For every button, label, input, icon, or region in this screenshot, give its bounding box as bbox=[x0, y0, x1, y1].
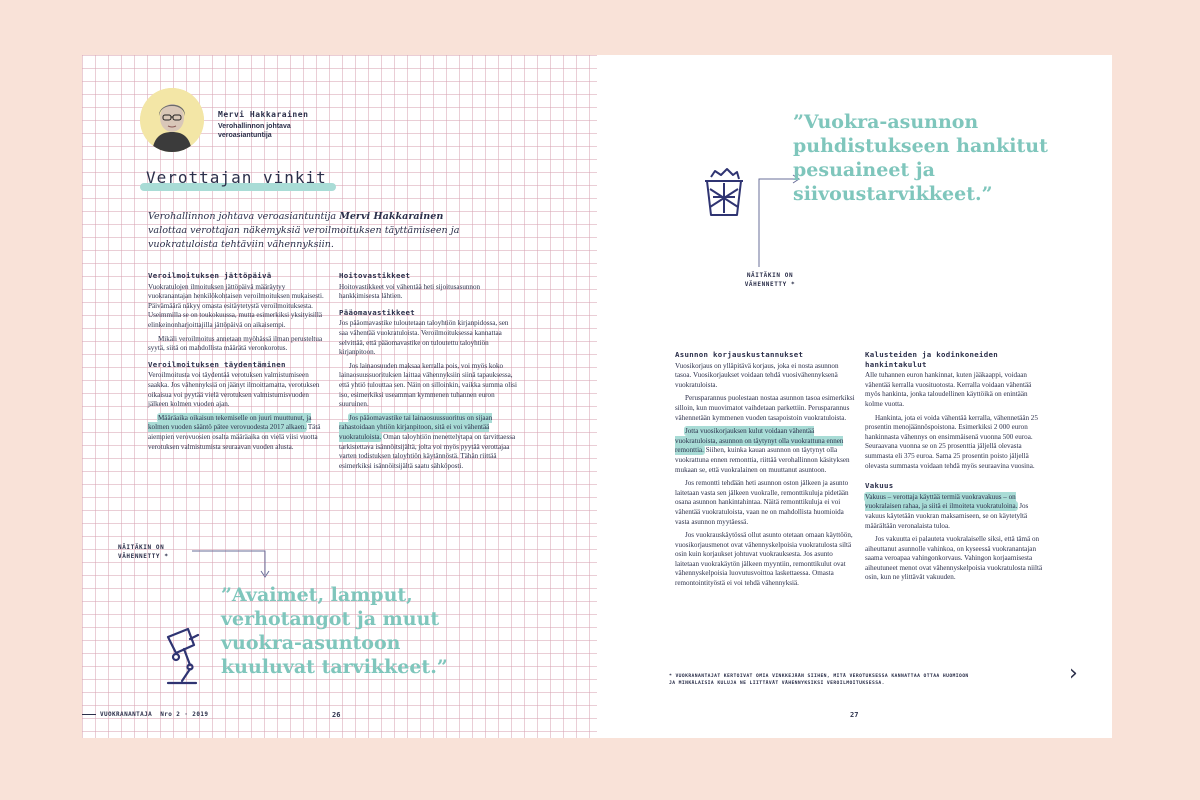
author-role: Verohallinnon johtava veroasiantuntija bbox=[218, 123, 291, 139]
paragraph: Mikäli veroilmoitus annetaan myöhässä ilman perusteltua syytä, siitä on mahdollista määrätä veronkorotus. bbox=[148, 334, 323, 353]
author-photo bbox=[140, 88, 204, 152]
paragraph: Veroilmoitusta voi täydentää verotuksen valmistumiseen saakka. Jos vähennyksiä on jäänyt ilmoittamatta, verotuksen oikaisua voi pyytää vielä verotuksen valmistumisvuoden jälkeen kolmen vuoden ajan. bbox=[148, 371, 320, 409]
paragraph: Hankinta, jota ei voida vähentää kerralla, vähennetään 25 prosentin menojäännöspoistona. Esimerkiksi 2 000 euron hankinnasta vähennys on ensimmäisenä vuonna 500 euroa. Seuraavana vuonna se on 25 prosenttia jäljellä olevasta summasta eli 375 euroa. Sama 25 prosentin poisto jäljellä olevasta summasta voidaan tehdä myös seuraavina vuosina. bbox=[865, 413, 1038, 470]
right-page bbox=[597, 55, 1112, 738]
deduction-note-right: NÄITÄKIN ON VÄHENNETTY * bbox=[744, 272, 796, 288]
highlighted-text: Määräaika oikaisun tekemiselle on juuri muuttunut, ja kolmen vuoden sääntö pätee verovuodesta 2017 alkaen. bbox=[148, 413, 312, 432]
section-heading: Vakuus bbox=[865, 481, 894, 491]
chevron-right-icon[interactable]: › bbox=[1069, 661, 1078, 686]
section-heading: Hoitovastikkeet bbox=[339, 271, 411, 280]
highlighted-text: Jos pääomavastike tai lainaosuussuoritus on sijaan rahastoidaan yhtiön kirjanpitoon, sitä ei voi vähentää vuokratuloista. bbox=[339, 413, 493, 441]
lead-name: Mervi Hakkarainen bbox=[339, 211, 444, 222]
right-column-2 bbox=[865, 350, 1045, 589]
highlighted-text: Vakuus – verottaja käyttää termiä vuokravakuus – on vuokralaisen rahaa, ja siitä ei ilmoiteta vuokratuloina. bbox=[865, 492, 1018, 511]
pull-quote-right: ”Vuokra-asunnon puhdistukseen hankitut pesuaineet ja siivoustarvikkeet.” bbox=[793, 111, 1048, 205]
paragraph: Jos lainaosuuden maksaa kerralla pois, voi myös koko lainaosuussuorituksen laittaa vähennyksiin siinä tapauksessa, että yhtiö tulouttaa sen. Näin on silloinkin, vaikka summa olisi iso, esimerkiksi useamman kymmenen tuhannen euron suuruinen. bbox=[339, 361, 517, 409]
author-name: Mervi Hakkarainen bbox=[218, 110, 309, 119]
section-heading: Veroilmoituksen jättöpäivä bbox=[148, 271, 272, 280]
section-heading: Kalusteiden ja kodinkoneiden hankintakulut bbox=[865, 350, 998, 369]
desk-lamp-icon bbox=[154, 625, 214, 687]
paragraph: Jos pääomavastike tuloutetaan taloyhtiön kirjanpidossa, sen saa vähentää vuokratuloista. Veroilmoituksessa kannattaa selvittää, että pääomavastike on tuloutettu taloyhtiön kirjanpitoon. bbox=[339, 319, 509, 357]
left-page bbox=[82, 55, 597, 738]
paragraph: Vuosikorjaus on ylläpitävä korjaus, joka ei nosta asunnon tasoa. Vuosikorjaukset voidaan tehdä vuosivähennyksenä vuokratuloista. bbox=[675, 361, 839, 389]
footer-rule bbox=[82, 714, 96, 715]
right-column-1 bbox=[675, 350, 855, 595]
author-portrait-icon bbox=[140, 88, 204, 152]
left-column-1 bbox=[148, 271, 328, 458]
highlighted-text: Jotta vuosikorjauksen kulut voidaan vähentää vuokratuloista, asunnon on täytynyt olla vuokrattuna ennen remonttia. bbox=[675, 427, 844, 455]
section-heading: Pääomavastikkeet bbox=[339, 307, 415, 317]
footnote: * VUOKRANANTAJAT KERTOIVAT OMIA VINKKEJÄÄN SIIHEN, MITÄ VEROTUKSESSA KANNATTAA OTTAA HUOMIOON JA MINKÄLAISIA KULUJA NE LIITTÄVÄT VÄHENNYKSIKSI VEROILMOITUKSESSA. bbox=[669, 674, 969, 686]
paragraph: Jos remontti tehdään heti asunnon oston jälkeen ja asunto laitetaan vasta sen jälkeen vuokralle, remonttikuluja pidetään osana asunnon hankintahintaa. Näitä remonttikuluja ei voi vähentää vuokratuloista, vaan ne on mahdollista huomioida vasta asunnon myytäessä. bbox=[675, 479, 849, 526]
paragraph: Jos vuokrauskäytössä ollut asunto otetaan omaan käyttöön, vuosikorjausmenot ovat vähennyskelpoisia vuokratulosta siltä osin kuin korjaukset johtuvat vuokrauksesta. Jos asunto laitetaan vuokrakäytön jälkeen myyntiin, remonttikulut ovat vähennyskelpoisia luovutusvoittoa laskettaessa. Omasta remontointityöstä ei voi tehdä vähennyksiä. bbox=[675, 531, 853, 588]
lead-post: valottaa verottajan näkemyksiä veroilmoituksen täyttämiseen ja vuokratuloista tehtäviin vähennyksiin. bbox=[148, 225, 460, 250]
paragraph: Vuokratulojen ilmoituksen jättöpäivä määräytyy vuokranantajan henkilökohtaisen veroilmoituksen mukaisesti. Päivämäärä näkyy omasta esitäytetystä veroilmoituksesta. Useimmilla se on toukokuussa, mutta esimerkiksi yksityisillä elinkeinonharjoittajilla jättöpäivä on aikaisempi. bbox=[148, 282, 324, 329]
paragraph bbox=[339, 414, 517, 472]
page-number-right: 27 bbox=[850, 711, 859, 719]
footer-brand: VUOKRANANTAJA bbox=[100, 711, 153, 718]
page-title: Verottajan vinkit bbox=[146, 168, 327, 187]
title-wrap bbox=[140, 168, 333, 187]
text: Tätä aiempien verovuosien osalta määräaika on vielä viisi vuotta verotuksen valmistumista seuraavan vuoden alusta. bbox=[148, 423, 321, 451]
lead-pre: Verohallinnon johtava veroasiantuntija bbox=[148, 211, 340, 222]
pull-quote: ”Avaimet, lamput, verhotangot ja muut vuokra-asuntoon kuuluvat tarvikkeet.” bbox=[221, 584, 448, 678]
paragraph: Jos vakuutta ei palauteta vuokralaiselle siksi, että tämä on aiheuttanut asunnolle vahinkoa, on kyseessä vuokranantajan saama veroapaa vahingonkorvaus. Vahingon korjaamisesta aiheutuneet menot ovat vähennyskelpoisia vuokratulosta niiltä osin, kun ne ylittävät vakuuden. bbox=[865, 535, 1043, 582]
deduction-note: NÄITÄKIN ON VÄHENNETTY * bbox=[118, 544, 169, 560]
page-number: 26 bbox=[332, 711, 341, 719]
text: Siihen, kuinka kauan asunnon on täytynyt olla vuokrattuna ennen remonttia, riittää verohallinnon käsityksen mukaan se, että vuokralainen on muuttanut asuntoon. bbox=[675, 446, 850, 474]
trash-bin-icon bbox=[701, 167, 747, 219]
footer-info bbox=[100, 711, 208, 718]
text: Jos vakuus käytetään vuokran maksamiseen, se on käytetyltä määrältään veronalaista tuloa. bbox=[865, 502, 1029, 530]
arrow-connector-icon bbox=[190, 545, 275, 581]
left-column-2 bbox=[339, 271, 517, 477]
paragraph bbox=[675, 427, 855, 475]
lead-paragraph bbox=[148, 210, 468, 252]
text: Oman taloyhtiön menettelytapa on tarvittaessa tarkistettava isännöitsijältä, jolta voi myös pyytää verottajaa varten todistuksen taloyhtiön käytännöstä. Tähän riittää esimerkiksi isännöitsijältä saatu sähköposti. bbox=[339, 432, 516, 470]
section-heading: Asunnon korjauskustannukset bbox=[675, 350, 804, 359]
paragraph bbox=[148, 414, 328, 452]
paragraph bbox=[865, 493, 1045, 531]
paragraph: Hoitovastikkeet voi vähentää heti sijoitusasunnon hankkimisesta lähtien. bbox=[339, 282, 481, 301]
paragraph: Perusparannus puolestaan nostaa asunnon tasoa esimerkiksi silloin, kun muovimatot vaihdetaan parkettiin. Perusparannus vähennetään kymmenen vuoden tasapoistoin vuokratuloista. bbox=[675, 394, 855, 422]
paragraph: Alle tuhannen euron hankinnat, kuten jääkaappi, voidaan vähentää kerralla vuosituotosta. Kerralla voidaan vähentää myös hankinta, jonka taloudellinen käyttöikä on enintään kolme vuotta. bbox=[865, 371, 1032, 408]
section-heading: Veroilmoituksen täydentäminen bbox=[148, 359, 286, 369]
footer-issue: Nro 2 · 2019 bbox=[160, 711, 209, 718]
